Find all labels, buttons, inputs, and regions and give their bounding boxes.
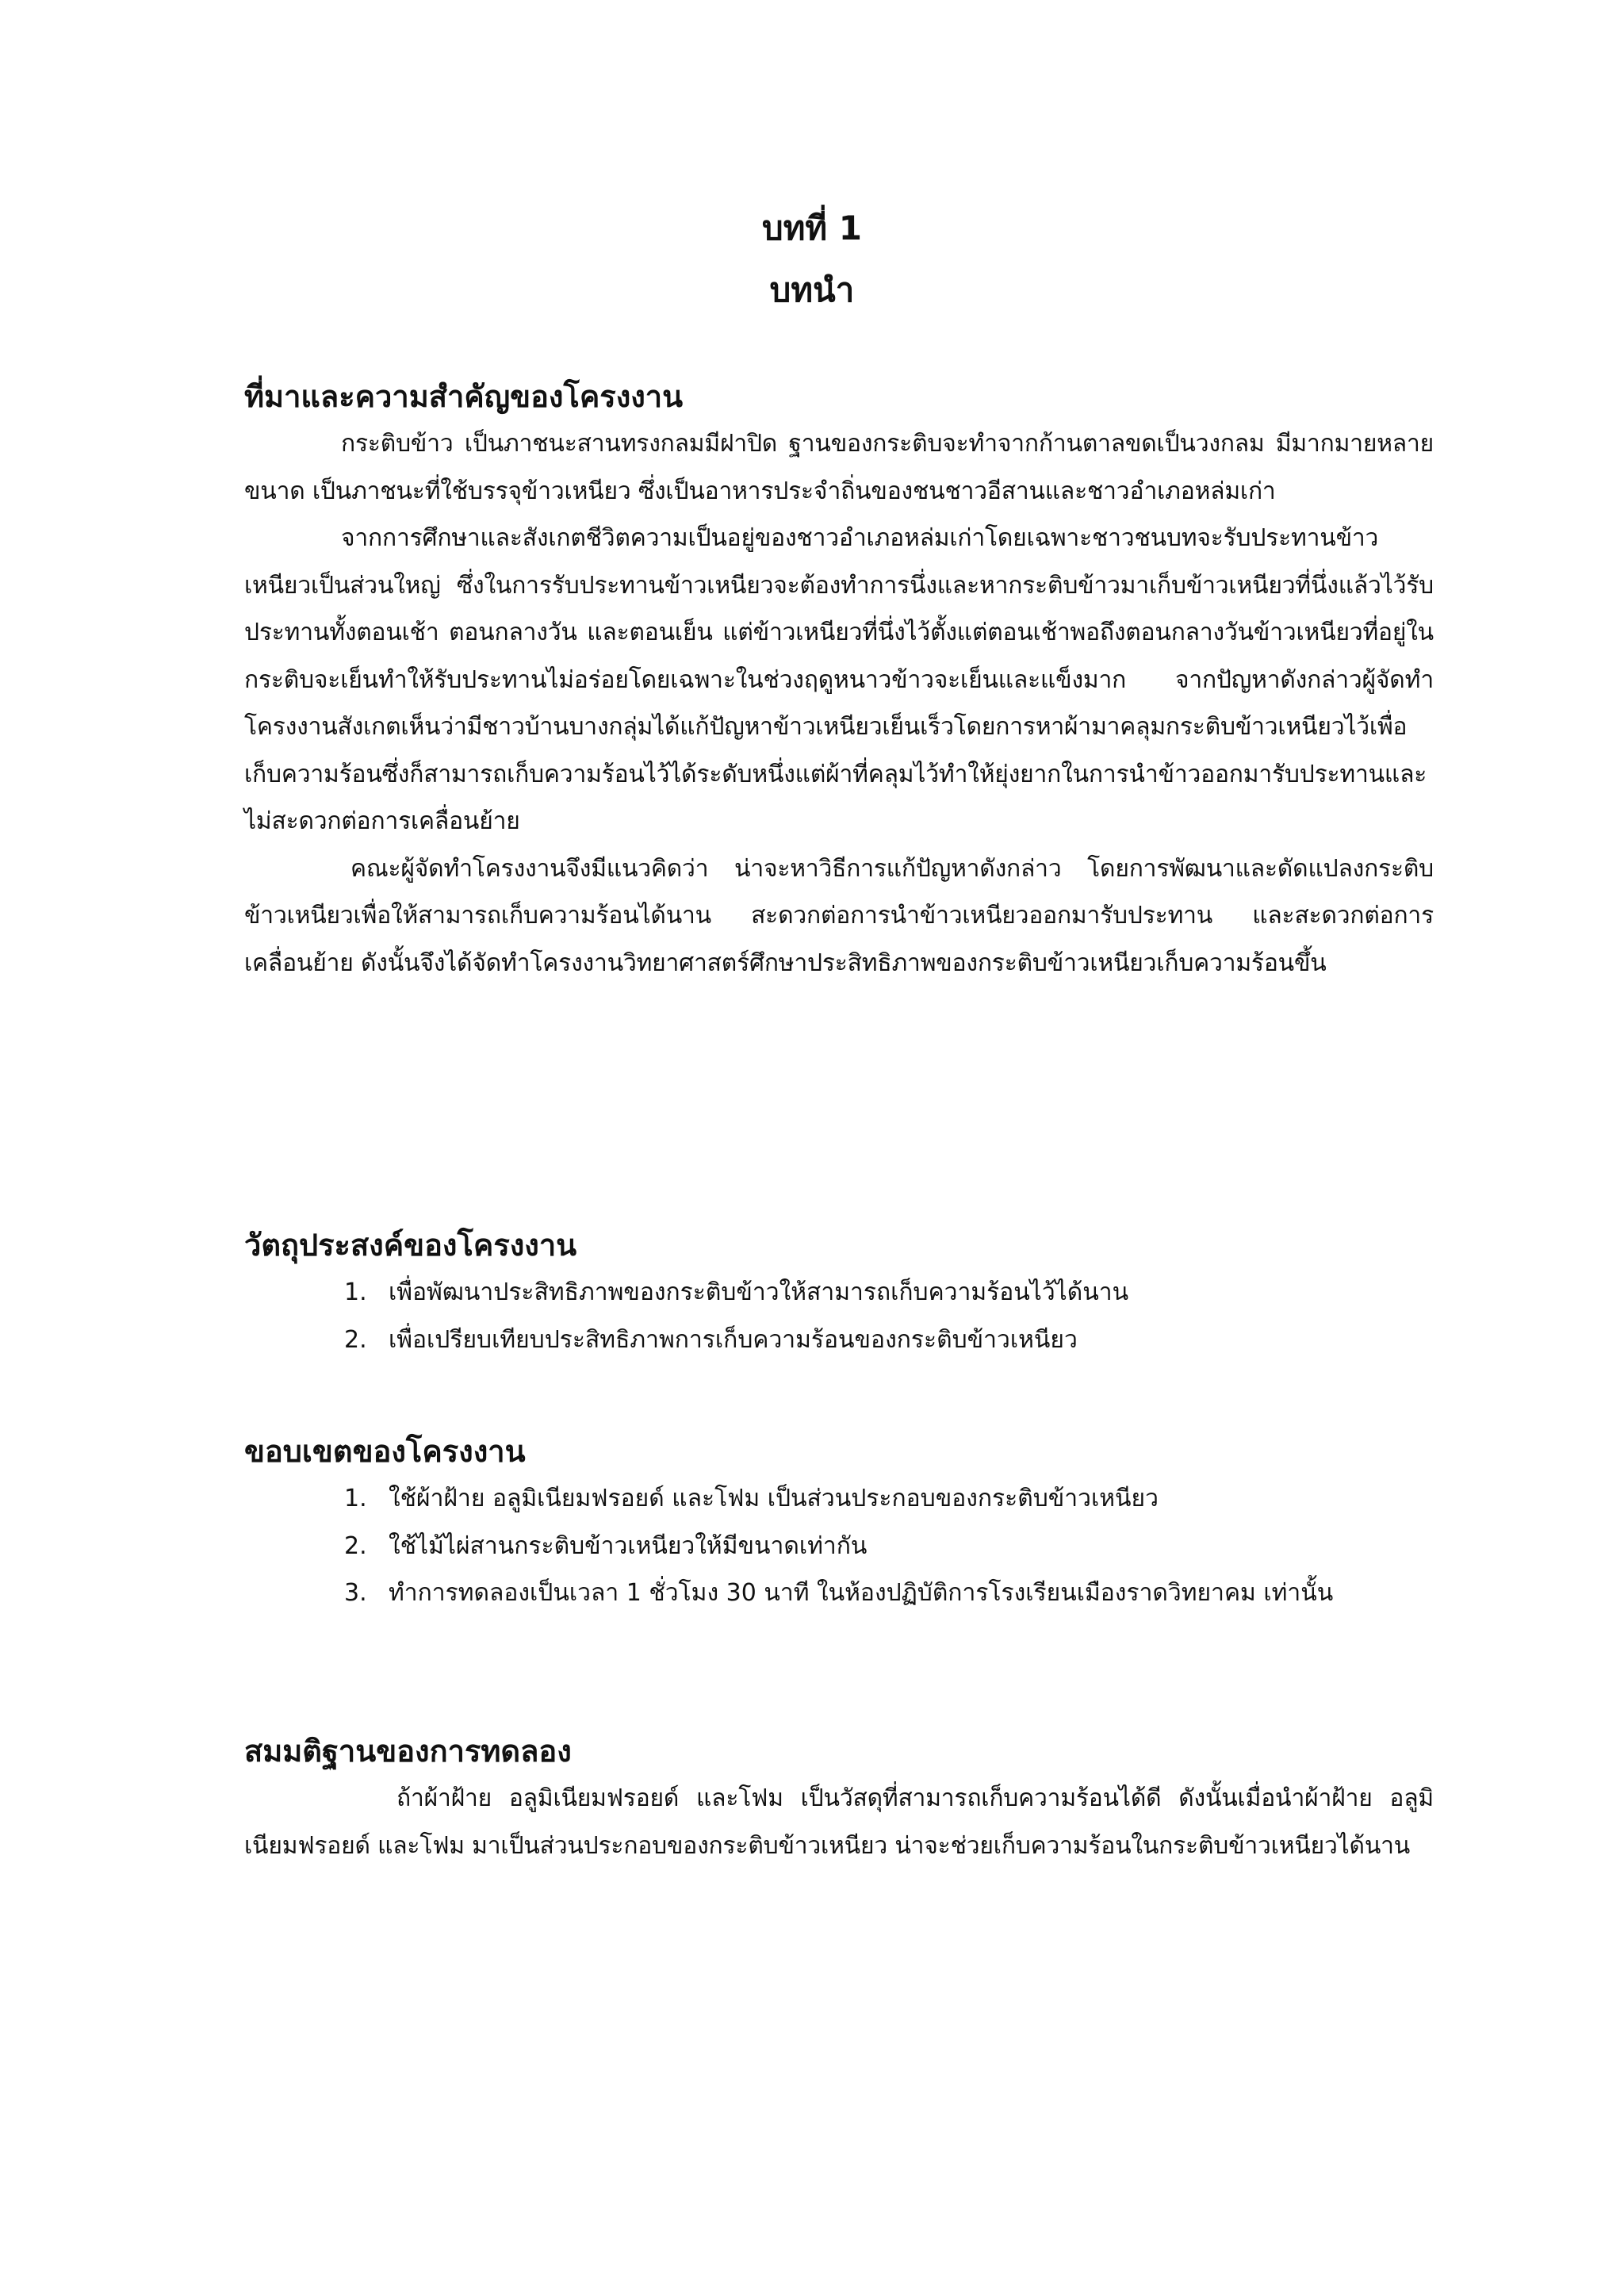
hypothesis-heading: สมมติฐานของการทดลอง (244, 1734, 572, 1769)
list-item-number: 3. (344, 1579, 367, 1607)
chapter-number: บทที่ 1 (762, 209, 862, 247)
objectives-section (244, 1221, 1434, 1363)
list-item-text: ทำการทดลองเป็นเวลา 1 ชั่วโมง 30 นาที ในห้องปฏิบัติการโรงเรียนเมืองราดวิทยาคม เท่านั้น (389, 1579, 1334, 1607)
list-item-text: เพื่อเปรียบเทียบประสิทธิภาพการเก็บความร้อนของกระติบข้าวเหนียว (389, 1325, 1078, 1354)
list-item (244, 1317, 1434, 1364)
scope-section (244, 1428, 1434, 1617)
list-item-number: 2. (344, 1325, 367, 1354)
list-item-text: เพื่อพัฒนาประสิทธิภาพของกระติบข้าวให้สามารถเก็บความร้อนไว้ได้นาน (389, 1278, 1129, 1306)
list-item (244, 1570, 1434, 1617)
chapter-title: บทนำ (769, 270, 855, 309)
list-item (244, 1269, 1434, 1317)
objectives-heading: วัตถุประสงค์ของโครงงาน (244, 1228, 577, 1263)
list-item-number: 1. (344, 1278, 367, 1306)
background-paragraph-1: กระติบข้าว เป็นภาชนะสานทรงกลมมีฝาปิด ฐานของกระติบจะทำจากก้านตาลขดเป็นวงกลม มีมากมายหลายขนาด เป็นภาชนะที่ใช้บรรจุข้าวเหนียว ซึ่งเป็นอาหารประจำถิ่นของชนชาวอีสานและชาวอำเภอหล่มเก่า (244, 430, 1434, 505)
list-item-text: ใช้ไม้ไผ่สานกระติบข้าวเหนียวให้มีขนาดเท่ากัน (389, 1531, 868, 1560)
background-paragraph-2: จากการศึกษาและสังเกตชีวิตความเป็นอยู่ของชาวอำเภอหล่มเก่าโดยเฉพาะชาวชนบทจะรับประทานข้าวเหนียวเป็นส่วนใหญ่ ซึ่งในการรับประทานข้าวเหนียวจะต้องทำการนึ่งและหากระติบข้าวมาเก็บข้าวเหนียวที่นึ่งแล้วไว้รับประทานทั้งตอนเช้า ตอนกลางวัน และตอนเย็น แต่ข้าวเหนียวที่นึ่งไว้ตั้งแต่ตอนเช้าพอถึงตอนกลางวันข้าวเหนียวที่อยู่ในกระติบจะเย็นทำให้รับประทานไม่อร่อยโดยเฉพาะในช่วงฤดูหนาวข้าวจะเย็นและแข็งมาก จากปัญหาดังกล่าวผู้จัดทำโครงงานสังเกตเห็นว่ามีชาวบ้านบางกลุ่มได้แก้ปัญหาข้าวเหนียวเย็นเร็วโดยการหาผ้ามาคลุมกระติบข้าวเหนียวไว้เพื่อเก็บความร้อนซึ่งก็สามารถเก็บความร้อนไว้ได้ระดับหนึ่งแต่ผ้าที่คลุมไว้ทำให้ยุ่งยากในการนำข้าวออกมารับประทานและไม่สะดวกต่อการเคลื่อนย้าย (244, 524, 1434, 835)
hypothesis-section (244, 1727, 1434, 1869)
scope-list (244, 1475, 1434, 1617)
background-section (244, 373, 1434, 987)
list-item-text: ใช้ผ้าฝ้าย อลูมิเนียมฟรอยด์ และโฟม เป็นส่วนประกอบของกระติบข้าวเหนียว (389, 1485, 1159, 1512)
list-item-number: 2. (344, 1531, 367, 1560)
background-heading: ที่มาและความสำคัญของโครงงาน (244, 379, 684, 414)
objectives-list (244, 1269, 1434, 1363)
list-item-number: 1. (344, 1485, 367, 1512)
hypothesis-paragraph: ถ้าผ้าฝ้าย อลูมิเนียมฟรอยด์ และโฟม เป็นวัสดุที่สามารถเก็บความร้อนได้ดี ดังนั้นเมื่อนำผ้าฝ้าย อลูมิเนียมฟรอยด์ และโฟม มาเป็นส่วนประกอบของกระติบข้าวเหนียว น่าจะช่วยเก็บความร้อนในกระติบข้าวเหนียวได้นาน (244, 1784, 1434, 1860)
scope-heading: ขอบเขตของโครงงาน (244, 1434, 526, 1469)
list-item (244, 1475, 1434, 1523)
background-paragraph-3: คณะผู้จัดทำโครงงานจึงมีแนวคิดว่า น่าจะหาวิธีการแก้ปัญหาดังกล่าว โดยการพัฒนาและดัดแปลงกระติบข้าวเหนียวเพื่อให้สามารถเก็บความร้อนได้นาน สะดวกต่อการนำข้าวเหนียวออกมารับประทาน และสะดวกต่อการเคลื่อนย้าย ดังนั้นจึงได้จัดทำโครงงานวิทยาศาสตร์ศึกษาประสิทธิภาพของกระติบข้าวเหนียวเก็บความร้อนขึ้น (244, 854, 1434, 977)
list-item (244, 1523, 1434, 1570)
